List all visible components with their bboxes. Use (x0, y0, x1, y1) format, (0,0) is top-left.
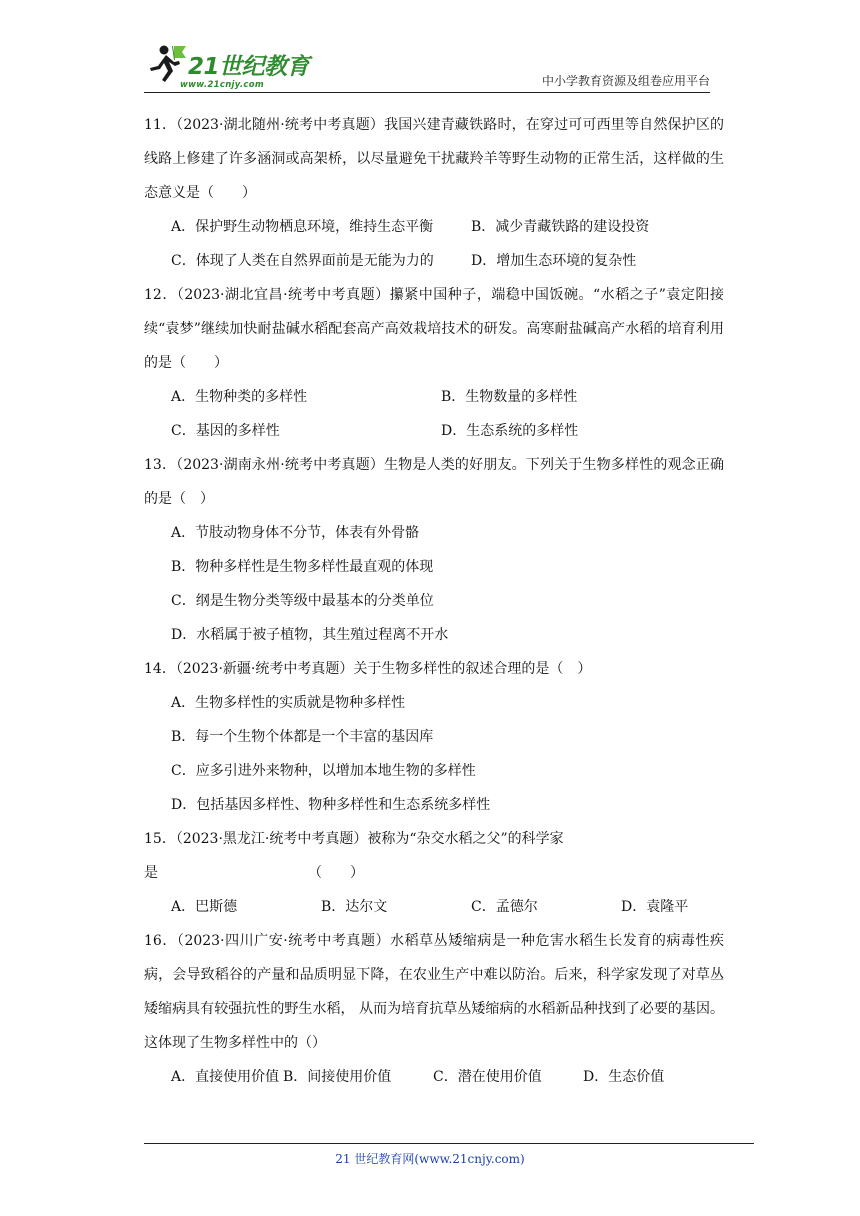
option-d[interactable]: D．包括基因多样性、物种多样性和生态系统多样性 (171, 797, 491, 813)
header-divider (144, 92, 710, 93)
question-list (144, 108, 724, 1094)
question-15 (144, 822, 724, 924)
option-row (144, 244, 724, 278)
site-tagline: 中小学教育资源及组卷应用平台 (541, 74, 710, 88)
option-d[interactable]: D．水稻属于被子植物，其生殖过程离不开水 (171, 627, 449, 643)
option-b[interactable]: B．生物数量的多样性 (441, 389, 578, 405)
option-b[interactable]: B．达尔文 (321, 899, 388, 915)
page-header (0, 0, 860, 100)
option-b[interactable]: B．每一个生物个体都是一个丰富的基因库 (171, 729, 434, 745)
option-c[interactable]: C．体现了人类在自然界面前是无能为力的 (171, 253, 434, 269)
question-13 (144, 448, 724, 652)
option-b[interactable]: B．减少青藏铁路的建设投资 (471, 219, 650, 235)
option-b[interactable]: B．间接使用价值 (283, 1069, 392, 1085)
question-stem: 12．（2023·湖北宜昌·统考中考真题）攥紧中国种子，端稳中国饭碗。“水稻之子”袁定阳接续“袁梦”继续加快耐盐碱水稻配套高产高效栽培技术的研发。高寒耐盐碱高产水稻的培育利用的是（ ） (144, 287, 724, 371)
question-stem: 11．（2023·湖北随州·统考中考真题）我国兴建青藏铁路时，在穿过可可西里等自然保护区的线路上修建了许多涵洞或高架桥，以尽量避免干扰藏羚羊等野生动物的正常生活，这样做的生态意义是（ ） (144, 117, 724, 201)
question-stem: 14．（2023·新疆·统考中考真题）关于生物多样性的叙述合理的是（ ） (144, 661, 592, 677)
option-a[interactable]: A．保护野生动物栖息环境，维持生态平衡 (171, 219, 434, 235)
option-d[interactable]: D．生态价值 (583, 1069, 665, 1085)
answer-blank: （ ） (308, 865, 364, 881)
option-row (144, 210, 724, 244)
option-d[interactable]: D．生态系统的多样性 (441, 423, 579, 439)
logo-wordmark: 21世纪教育 (188, 54, 310, 80)
question-11 (144, 108, 724, 278)
logo-url: www.21cnjy.com (180, 80, 264, 90)
option-row (144, 890, 724, 924)
option-a[interactable]: A．节肢动物身体不分节，体表有外骨骼 (171, 525, 420, 541)
question-14 (144, 652, 724, 822)
option-row (144, 1060, 724, 1094)
runner-icon (144, 44, 188, 84)
option-d[interactable]: D．增加生态环境的复杂性 (471, 253, 637, 269)
site-logo[interactable] (144, 44, 344, 96)
option-a[interactable]: A．生物多样性的实质就是物种多样性 (171, 695, 406, 711)
option-row (144, 380, 724, 414)
question-stem-continued (144, 856, 724, 890)
option-a[interactable]: A．直接使用价值 (171, 1069, 280, 1085)
option-c[interactable]: C．潜在使用价值 (433, 1069, 542, 1085)
option-b[interactable]: B．物种多样性是生物多样性最直观的体现 (171, 559, 434, 575)
question-12 (144, 278, 724, 448)
question-stem: 15．（2023·黑龙江·统考中考真题）被称为“杂交水稻之父”的科学家 (144, 831, 564, 847)
question-16 (144, 924, 724, 1094)
stem-word: 是 (144, 865, 158, 881)
question-stem: 16．（2023·四川广安·统考中考真题）水稻草丛矮缩病是一种危害水稻生长发育的病毒性疾病，会导致稻谷的产量和品质明显下降，在农业生产中难以防治。后来，科学家发现了对草丛矮缩病具有较强抗性的野生水稻， 从而为培育抗草丛矮缩病的水稻新品种找到了必要的基因。这体现了生物多样性中的（） (144, 933, 724, 1051)
option-a[interactable]: A．生物种类的多样性 (171, 389, 308, 405)
option-c[interactable]: C．基因的多样性 (171, 423, 280, 439)
question-stem: 13．（2023·湖南永州·统考中考真题）生物是人类的好朋友。下列关于生物多样性的观念正确的是（ ） (144, 457, 724, 507)
footer-divider (144, 1143, 754, 1144)
option-d[interactable]: D．袁隆平 (621, 899, 689, 915)
footer-link[interactable]: 21 世纪教育网(www.21cnjy.com) (335, 1152, 525, 1166)
option-c[interactable]: C．纲是生物分类等级中最基本的分类单位 (171, 593, 434, 609)
option-c[interactable]: C．应多引进外来物种，以增加本地生物的多样性 (171, 763, 476, 779)
option-a[interactable]: A．巴斯德 (171, 899, 238, 915)
option-c[interactable]: C．孟德尔 (471, 899, 538, 915)
option-row (144, 414, 724, 448)
